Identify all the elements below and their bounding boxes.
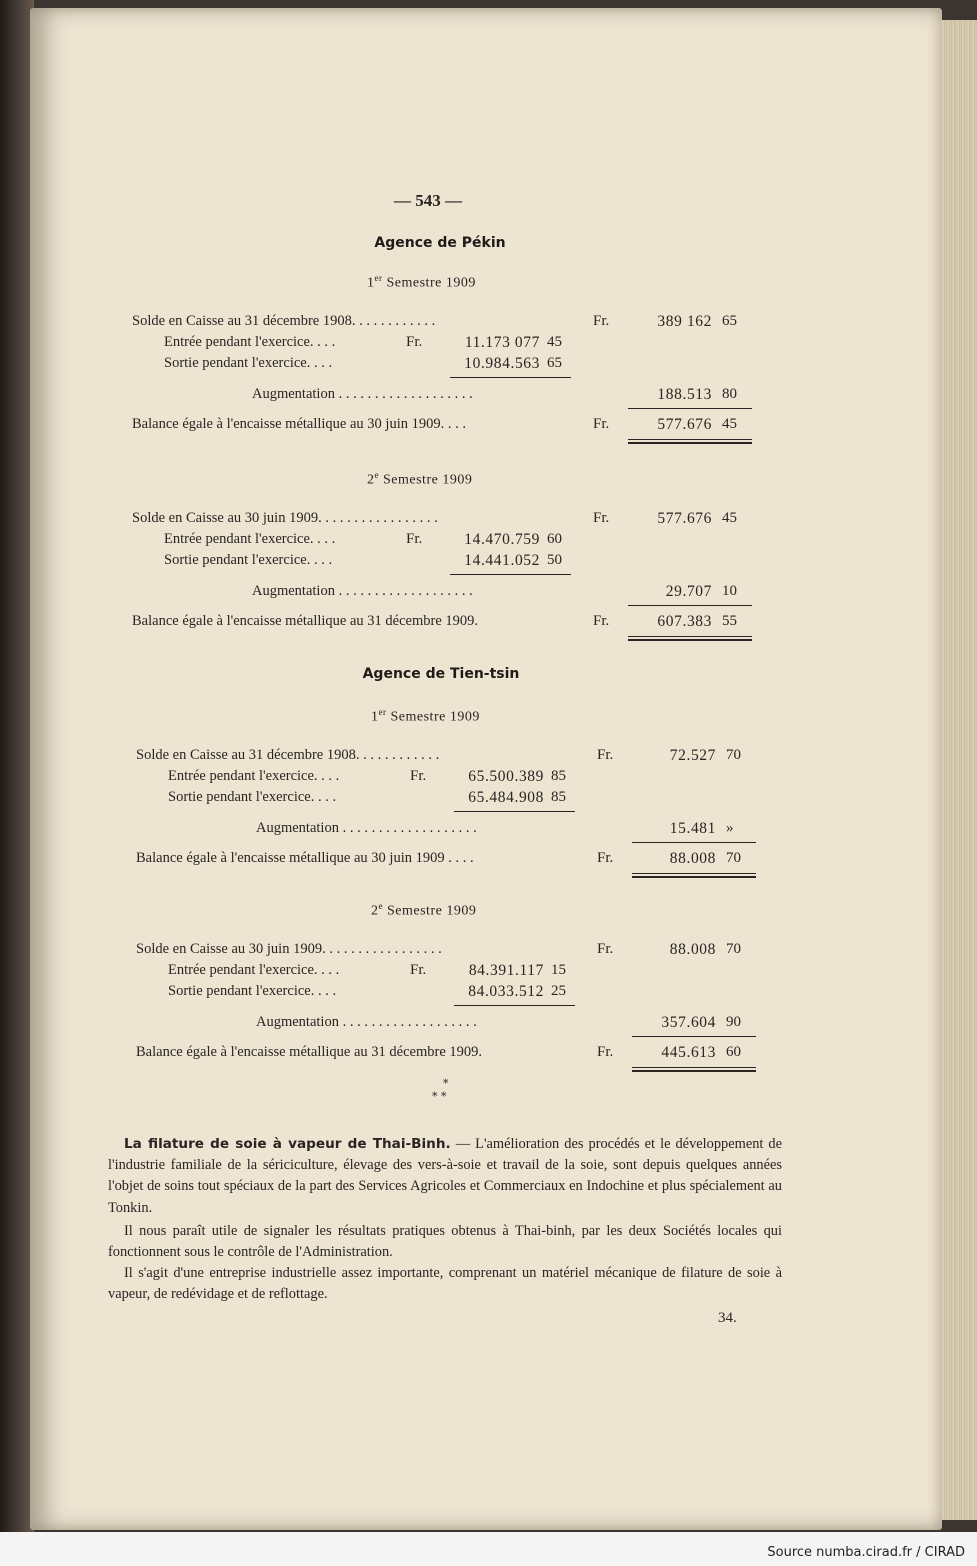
- balance-cents: 55: [722, 613, 737, 629]
- balance-label: Balance égale à l'encaisse métallique au 30 juin 1909 . . . .: [136, 850, 474, 866]
- entree-cents: 60: [547, 531, 562, 547]
- balance-amount: 445.613: [661, 1044, 716, 1061]
- balance-label: Balance égale à l'encaisse métallique au 31 décembre 1909.: [132, 613, 479, 629]
- balance-double-rule: [632, 1067, 756, 1072]
- sortie-label: Sortie pendant l'exercice. . . .: [164, 355, 333, 371]
- solde-label: Solde en Caisse au 30 juin 1909. . . . . . . . . . . . . . . . .: [132, 510, 438, 526]
- solde-cents: 70: [726, 747, 741, 763]
- solde-cents: 65: [722, 313, 737, 329]
- entree-cents: 45: [547, 334, 562, 350]
- solde-fr: Fr.: [597, 747, 614, 763]
- balance-cents: 60: [726, 1044, 741, 1060]
- entree-label: Entrée pendant l'exercice. . . .: [164, 334, 336, 350]
- paragraph-body: — L'amélioration des procédés et le développement de l'industrie familiale de la sériciculture, élevage des vers-à-soie et travail de la soie, sont depuis quelques années l'objet de soins tout spéciaux de la part des Services Agricoles et Commerciaux en Indochine et plus spécialement au Tonkin.: [108, 1136, 783, 1216]
- semester-title: [371, 901, 476, 920]
- semester-label: Semestre 1909: [382, 275, 476, 291]
- signature-mark: 34.: [718, 1310, 737, 1326]
- solde-fr: Fr.: [593, 510, 610, 526]
- agency-title: Agence de Tien-tsin: [362, 666, 520, 682]
- balance-double-rule: [628, 636, 752, 641]
- augmentation-label: Augmentation . . . . . . . . . . . . . . . . . . .: [252, 386, 473, 402]
- page-number: — 543 —: [394, 191, 462, 210]
- augmentation-amount: 357.604: [661, 1014, 716, 1031]
- sortie-label: Sortie pendant l'exercice. . . .: [168, 789, 337, 805]
- asterism-top: *: [443, 1077, 449, 1090]
- solde-cents: 45: [722, 510, 737, 526]
- entree-label: Entrée pendant l'exercice. . . .: [164, 531, 336, 547]
- page-stack-edges: [940, 20, 977, 1520]
- entree-amount: 65.500.389: [468, 768, 544, 785]
- book-binding: [0, 0, 34, 1566]
- solde-amount: 577.676: [657, 510, 712, 527]
- total-rule: [632, 842, 756, 843]
- semester-label: Semestre 1909: [386, 709, 480, 725]
- solde-fr: Fr.: [597, 941, 614, 957]
- balance-fr: Fr.: [597, 850, 614, 866]
- augmentation-amount: 15.481: [669, 820, 716, 837]
- balance-double-rule: [632, 873, 756, 878]
- augmentation-label: Augmentation . . . . . . . . . . . . . . . . . . .: [256, 820, 477, 836]
- semester-ordinal: er: [374, 273, 383, 283]
- sortie-amount: 65.484.908: [468, 789, 544, 806]
- balance-amount: 577.676: [657, 416, 712, 433]
- balance-fr: Fr.: [593, 416, 610, 432]
- augmentation-amount: 29.707: [665, 583, 712, 600]
- augmentation-label: Augmentation . . . . . . . . . . . . . . . . . . .: [256, 1014, 477, 1030]
- sortie-amount: 84.033.512: [468, 983, 544, 1000]
- semester-ordinal: e: [374, 470, 379, 480]
- solde-label: Solde en Caisse au 31 décembre 1908. . . . . . . . . . . .: [132, 313, 436, 329]
- balance-amount: 88.008: [669, 850, 716, 867]
- semester-label: Semestre 1909: [383, 903, 477, 919]
- semester-number: 2: [367, 472, 375, 488]
- semester-title: [367, 273, 476, 292]
- sortie-cents: 65: [547, 355, 562, 371]
- augmentation-cents: 80: [722, 386, 737, 402]
- balance-cents: 70: [726, 850, 741, 866]
- solde-amount: 389 162: [657, 313, 712, 330]
- subtotal-rule: [450, 574, 571, 575]
- solde-label: Solde en Caisse au 31 décembre 1908. . . . . . . . . . . .: [136, 747, 440, 763]
- sortie-amount: 10.984.563: [464, 355, 540, 372]
- entree-cents: 85: [551, 768, 566, 784]
- solde-amount: 72.527: [669, 747, 716, 764]
- sortie-label: Sortie pendant l'exercice. . . .: [164, 552, 333, 568]
- source-credit: Source numba.cirad.fr / CIRAD: [767, 1545, 965, 1560]
- agency-title: Agence de Pékin: [374, 235, 506, 251]
- balance-label: Balance égale à l'encaisse métallique au 30 juin 1909. . . .: [132, 416, 466, 432]
- balance-double-rule: [628, 439, 752, 444]
- total-rule: [628, 408, 752, 409]
- paragraph-title: La filature de soie à vapeur de Thai-Binh.: [124, 1136, 451, 1152]
- asterism-bottom: * *: [432, 1090, 447, 1103]
- balance-amount: 607.383: [657, 613, 712, 630]
- semester-title: [367, 470, 472, 489]
- sortie-label: Sortie pendant l'exercice. . . .: [168, 983, 337, 999]
- semester-number: 1: [371, 709, 379, 725]
- entree-fr: Fr.: [406, 334, 423, 350]
- balance-cents: 45: [722, 416, 737, 432]
- entree-label: Entrée pendant l'exercice. . . .: [168, 768, 340, 784]
- subtotal-rule: [450, 377, 571, 378]
- solde-fr: Fr.: [593, 313, 610, 329]
- semester-ordinal: e: [378, 901, 383, 911]
- semester-title: [371, 707, 480, 726]
- entree-cents: 15: [551, 962, 566, 978]
- balance-label: Balance égale à l'encaisse métallique au 31 décembre 1909.: [136, 1044, 483, 1060]
- subtotal-rule: [454, 1005, 575, 1006]
- solde-cents: 70: [726, 941, 741, 957]
- augmentation-label: Augmentation . . . . . . . . . . . . . . . . . . .: [252, 583, 473, 599]
- entree-amount: 84.391.117: [468, 962, 544, 979]
- total-rule: [632, 1036, 756, 1037]
- paragraph-results: Il nous paraît utile de signaler les résultats pratiques obtenus à Thai-binh, par les deux Sociétés locales qui fonctionnent sous le contrôle de l'Administration.: [108, 1223, 782, 1261]
- sortie-amount: 14.441.052: [464, 552, 540, 569]
- semester-number: 2: [371, 903, 379, 919]
- sortie-cents: 50: [547, 552, 562, 568]
- entree-amount: 11.173 077: [464, 334, 540, 351]
- sortie-cents: 25: [551, 983, 566, 999]
- sortie-cents: 85: [551, 789, 566, 805]
- paragraph-thai-binh: [108, 1134, 782, 1219]
- paragraph-enterprise: Il s'agit d'une entreprise industrielle assez importante, comprenant un matériel mécanique de filature de soie à vapeur, de redévidage et de reflottage.: [108, 1265, 782, 1303]
- augmentation-cents: 90: [726, 1014, 741, 1030]
- augmentation-amount: 188.513: [657, 386, 712, 403]
- balance-fr: Fr.: [593, 613, 610, 629]
- solde-amount: 88.008: [669, 941, 716, 958]
- total-rule: [628, 605, 752, 606]
- entree-fr: Fr.: [410, 962, 427, 978]
- entree-fr: Fr.: [410, 768, 427, 784]
- entree-fr: Fr.: [406, 531, 423, 547]
- subtotal-rule: [454, 811, 575, 812]
- augmentation-cents: »: [726, 820, 734, 836]
- augmentation-cents: 10: [722, 583, 737, 599]
- solde-label: Solde en Caisse au 30 juin 1909. . . . . . . . . . . . . . . . .: [136, 941, 442, 957]
- balance-fr: Fr.: [597, 1044, 614, 1060]
- semester-number: 1: [367, 275, 375, 291]
- semester-ordinal: er: [378, 707, 387, 717]
- entree-amount: 14.470.759: [464, 531, 540, 548]
- semester-label: Semestre 1909: [379, 472, 473, 488]
- entree-label: Entrée pendant l'exercice. . . .: [168, 962, 340, 978]
